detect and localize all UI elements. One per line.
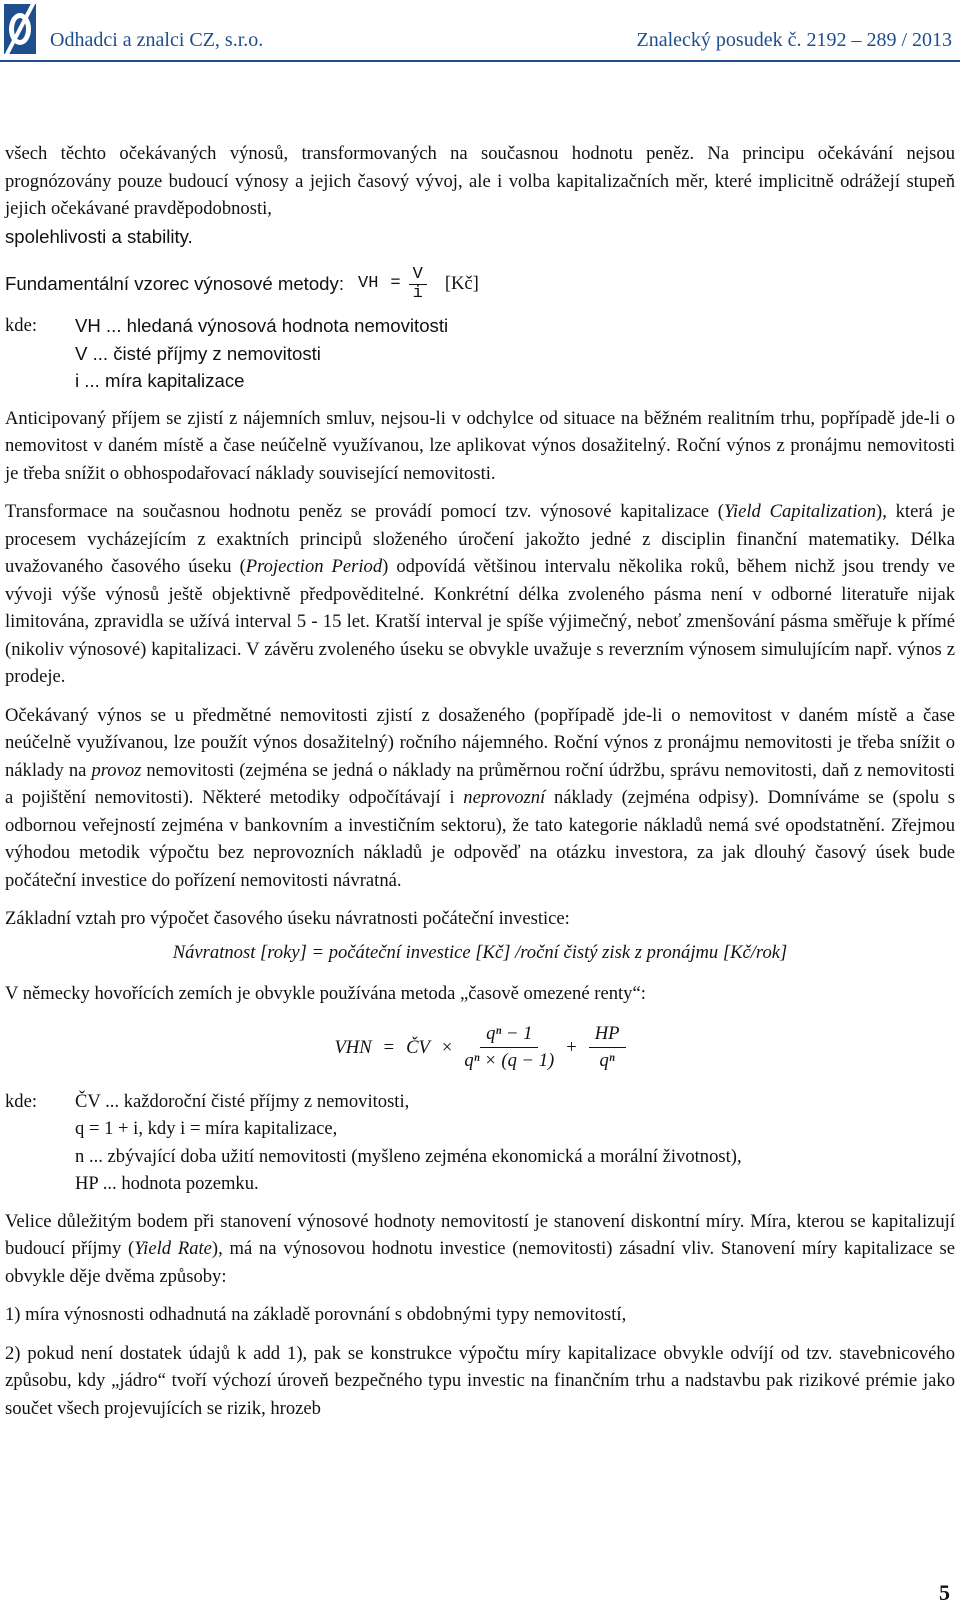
text-run: Transformace na současnou hodnotu peněz se provádí pomocí tzv. výnosové kapitalizace ( [5,501,724,522]
paragraph-method-2: 2) pokud není dostatek údajů k add 1), pak se konstrukce výpočtu míry kapitalizace obvykle odvíjí od tzv. stavebnicového způsobu, kdy „jádro“ tvoří výchozí úroveň bezpečného typu investic na finančním trhu a nadstavbu pak rizikové prémie jako součet všech projevujících se rizik, hrozeb [5,1342,955,1419]
page-header [0,0,960,64]
rent-formula-plus: + [566,1036,577,1058]
rent-formula-num1: qⁿ − 1 [480,1021,538,1048]
formula-label: Fundamentální vzorec výnosové metody: [5,273,344,295]
text-run: Očekávaný výnos se u předmětné nemovitosti zjistí z dosaženého (popřípadě jde-li o nemovitost v daném místě a čase neúčelně využívanou, lze použít výnos dosažitelný) ročního nájemného. Roční výnos z pronájmu nemovitosti je třeba snížit o náklady na [5,704,955,781]
formula-unit: [Kč] [444,273,479,295]
text-run: ), má na výnosovou hodnotu investice (nemovitosti) zásadní vliv. Stanovení míry kapitalizace se obvykle děje dvěma způsoby: [5,1238,955,1287]
paragraph-anticipated: Anticipovaný příjem se zjistí z nájemních smluv, nejsou-li v odchylce od situace na běžném realitním trhu, popřípadě jde-li o nemovitost v daném místě a čase neúčelně využívanou, lze aplikovat výnos dosažitelný. Roční výnos z pronájmu nemovitosti je třeba snížit o obhospodařovací náklady související nemovitosti. [5,407,955,484]
paragraph-method-1: 1) míra výnosnosti odhadnutá na základě porovnání s obdobnými typy nemovitostí, [5,1304,627,1325]
fundamental-formula [5,256,955,312]
rent-formula-eq: = [383,1036,395,1058]
rent-formula [5,1014,955,1082]
formula-equals: = [390,274,401,294]
header-rule [0,60,960,62]
company-name: Odhadci a znalci CZ, s.r.o. [50,29,264,51]
rent-formula-lhs: VHN [334,1036,372,1058]
rent-formula-times: × [441,1036,453,1058]
definitions-1 [5,312,955,395]
payback-formula: Návratnost [roky] = počáteční investice [Kč] /roční čistý zisk z pronájmu [Kč/rok] [172,941,788,963]
company-logo [0,0,40,58]
def-item: ČV ... každoroční čisté příjmy z nemovitosti, [75,1090,410,1112]
term-neprovozni: neprovozní [463,787,546,808]
rent-formula-den1: qⁿ × (q − 1) [464,1050,555,1071]
paragraph-discount-rate [5,1208,955,1291]
rent-formula-cv: ČV [406,1036,430,1058]
text-run: náklady (zejména odpisy). Domníváme se (spolu s odbornou veřejností zejména v bankovním a investičním sektoru), že tato kategorie nákladů nemá své opodstatnění. Zřejmou výhodou metodik výpočtu bez neprovozních nákladů je odpověď na otázku investora, za jak dlouhý časový úsek bude počáteční investice do pořízení nemovitosti návratná. [5,787,955,891]
def-item: HP ... hodnota pozemku. [75,1173,259,1194]
term-yield-rate: Yield Rate [134,1238,212,1259]
paragraph-rent-method: V německy hovořících zemích je obvykle používána metoda „časově omezené renty“: [5,983,646,1004]
report-id: Znalecký posudek č. 2192 – 289 / 2013 [636,29,952,51]
page-number: 5 [939,1580,950,1605]
def-item: q = 1 + i, kdy i = míra kapitalizace, [75,1118,338,1139]
formula-lhs: VH [358,274,379,294]
def-item: VH ... hledaná výnosová hodnota nemovitosti [75,315,449,336]
formula-denominator: i [412,283,423,303]
rent-formula-den2: qⁿ [599,1050,615,1071]
paragraph-intro-tail: spolehlivosti a stability. [5,225,193,247]
def-item: i ... míra kapitalizace [75,370,245,391]
term-yield-capitalization: Yield Capitalization [723,501,877,522]
paragraph-transformation [5,498,955,691]
text-run: ), která je procesem vycházejícím z exaktních principů složeného úročení jakožto jedné z disciplin finanční matematiky. Délka uvažovaného časového úseku ( [5,501,956,577]
kde-label: kde: [5,1090,38,1112]
rent-formula-fraction-2 [589,1021,626,1074]
paragraph-intro [5,140,955,223]
kde-label: kde: [5,315,38,336]
formula-numerator: V [409,266,427,285]
paragraph-expected-yield [5,702,955,895]
term-projection-period: Projection Period [245,556,383,577]
def-item: n ... zbývající doba užití nemovitosti (myšleno zejména ekonomická a morální životnost), [75,1145,742,1167]
rent-formula-num2: HP [589,1021,626,1048]
formula-fraction [409,266,427,303]
rent-formula-fraction-1 [464,1021,554,1074]
text-run: nemovitosti (zejména se jedná o náklady na průměrnou roční údržbu, správu nemovitosti, daň z nemovitosti a pojištění nemovitosti). Některé metodiky odpočítávají i [5,759,955,808]
document-body [5,140,955,1433]
paragraph-intro-text: všech těchto očekávaných výnosů, transformovaných na současnou hodnotu peněz. Na principu očekávání nejsou prognózovány pouze budoucí výnosy a jejich časový vývoj, ale i volba kapitalizačních měr, které implicitně odrážejí stupeň jejich očekávané pravděpodobnosti, [5,143,955,219]
term-provoz: provoz [91,759,142,781]
paragraph-payback-intro: Základní vztah pro výpočet časového úseku návratnosti počáteční investice: [5,908,570,929]
definitions-2 [5,1088,955,1198]
text-run: ) odpovídá většinou intervalu několika roků, během nichž jsou trendy ve vývoji výše výnosů ještě objektivně předpověditelné. Konkrétní délka zvoleného pásma není v odborné literatuře nijak limitována, zpravidla se užívá interval 5 - 15 let. Kratší interval je spíše výjimečný, neboť zmenšování pásma směřuje k přímé (nikoliv výnosové) kapitalizaci. V závěru zvoleného úseku se obvykle uvažuje s reverzním výnosem simulujícím např. výnos z prodeje. [5,556,955,687]
def-item: V ... čisté příjmy z nemovitosti [75,342,321,364]
text-run: Velice důležitým bodem při stanovení výnosové hodnoty nemovitostí je stanovení diskontní míry. Míra, kterou se kapitalizují budoucí příjmy ( [5,1210,955,1259]
